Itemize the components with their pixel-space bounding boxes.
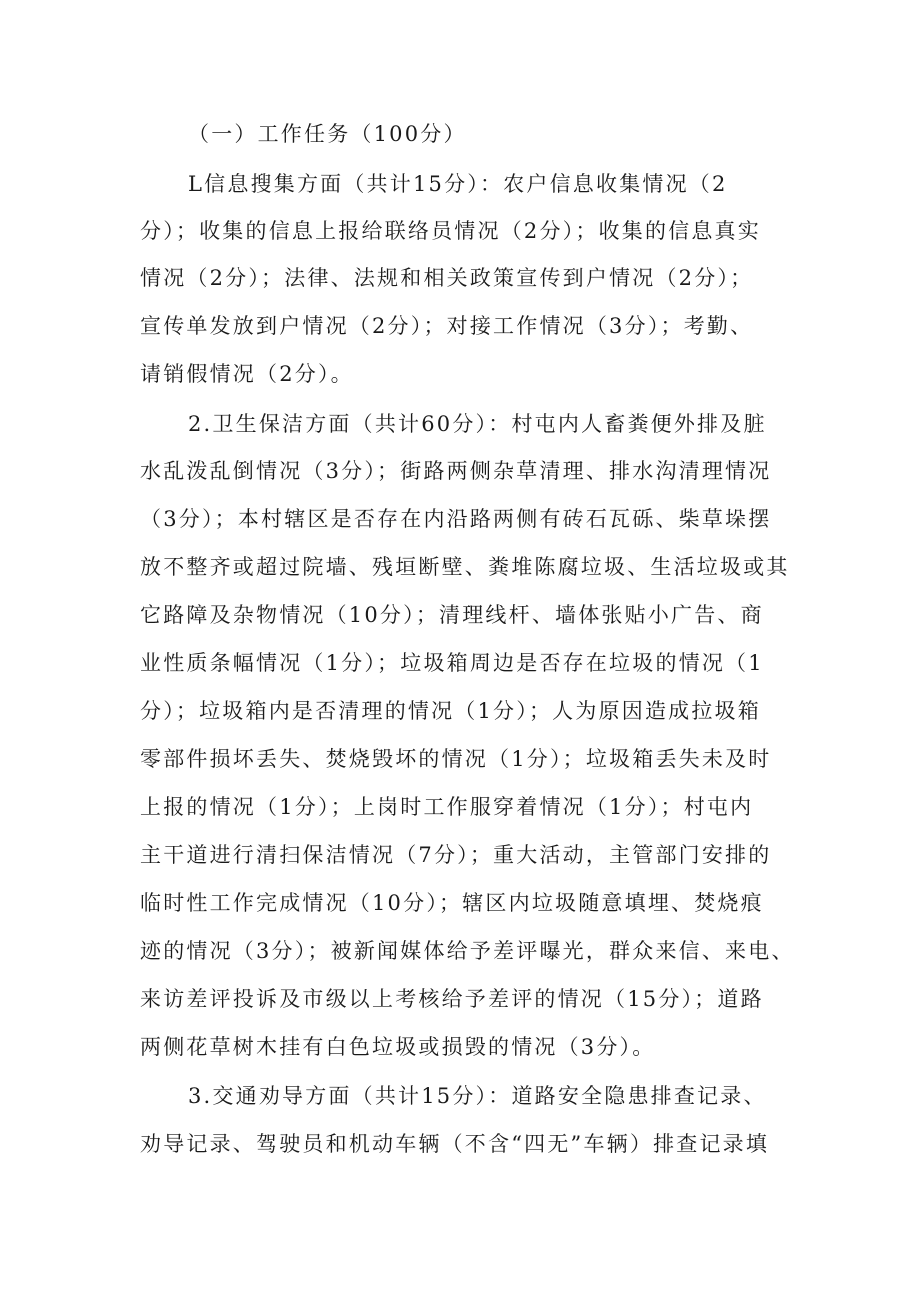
paragraph-3-line: 劝导记录、驾驶员和机动车辆（不含“四无”车辆）排查记录填 [140, 1132, 770, 1156]
paragraph-2-line: （3分）；本村辖区是否存在内沿路两侧有砖石瓦砾、柴草垛摆 [140, 507, 772, 531]
paragraph-2-line: 临时性工作完成情况（10分）；辖区内垃圾随意填埋、焚烧痕 [140, 891, 764, 915]
paragraph-3-line: 3.交通劝导方面（共计15分）：道路安全隐患排查记录、 [188, 1084, 767, 1108]
paragraph-1-line: L信息搜集方面（共计15分）：农户信息收集情况（2 [188, 172, 728, 196]
paragraph-2-line: 主干道进行清扫保洁情况（7分）；重大活动，主管部门安排的 [140, 843, 772, 867]
paragraph-2-line: 水乱泼乱倒情况（3分）；街路两侧杂草清理、排水沟清理情况 [140, 459, 772, 483]
paragraph-2-line: 来访差评投诉及市级以上考核给予差评的情况（15分）；道路 [140, 987, 764, 1011]
paragraph-1-line: 分）；收集的信息上报给联络员情况（2分）；收集的信息真实 [140, 219, 761, 243]
paragraph-2-line: 分）；垃圾箱内是否清理的情况（1分）；人为原因造成拉圾箱 [140, 699, 761, 723]
section-heading: （一）工作任务（100分） [188, 122, 467, 146]
paragraph-2-line: 放不整齐或超过院墙、残垣断壁、粪堆陈腐垃圾、生活垃圾或其 [140, 555, 790, 579]
paragraph-2-line: 两侧花草树木挂有白色垃圾或损毁的情况（3分）。 [140, 1035, 656, 1059]
paragraph-1-line: 请销假情况（2分）。 [140, 362, 354, 386]
paragraph-2-line: 迹的情况（3分）；被新闻媒体给予差评曝光，群众来信、来电、 [140, 939, 795, 963]
paragraph-2-line: 上报的情况（1分）；上岗时工作服穿着情况（1分）；村屯内 [140, 795, 754, 819]
paragraph-2-line: 业性质条幅情况（1分）；垃圾箱周边是否存在垃圾的情况（1 [140, 651, 764, 675]
paragraph-2-line: 2.卫生保洁方面（共计60分）：村屯内人畜粪便外排及脏 [188, 412, 767, 436]
paragraph-1-line: 宣传单发放到户情况（2分）；对接工作情况（3分）；考勤、 [140, 314, 754, 338]
paragraph-2-line: 它路障及杂物情况（10分）；清理线杆、墙体张贴小广告、商 [140, 603, 764, 627]
paragraph-1-line: 情况（2分）；法律、法规和相关政策宣传到户情况（2分）； [140, 266, 754, 290]
paragraph-2-line: 零部件损坏丢失、焚烧毁坏的情况（1分）；垃圾箱丢失未及时 [140, 747, 772, 771]
